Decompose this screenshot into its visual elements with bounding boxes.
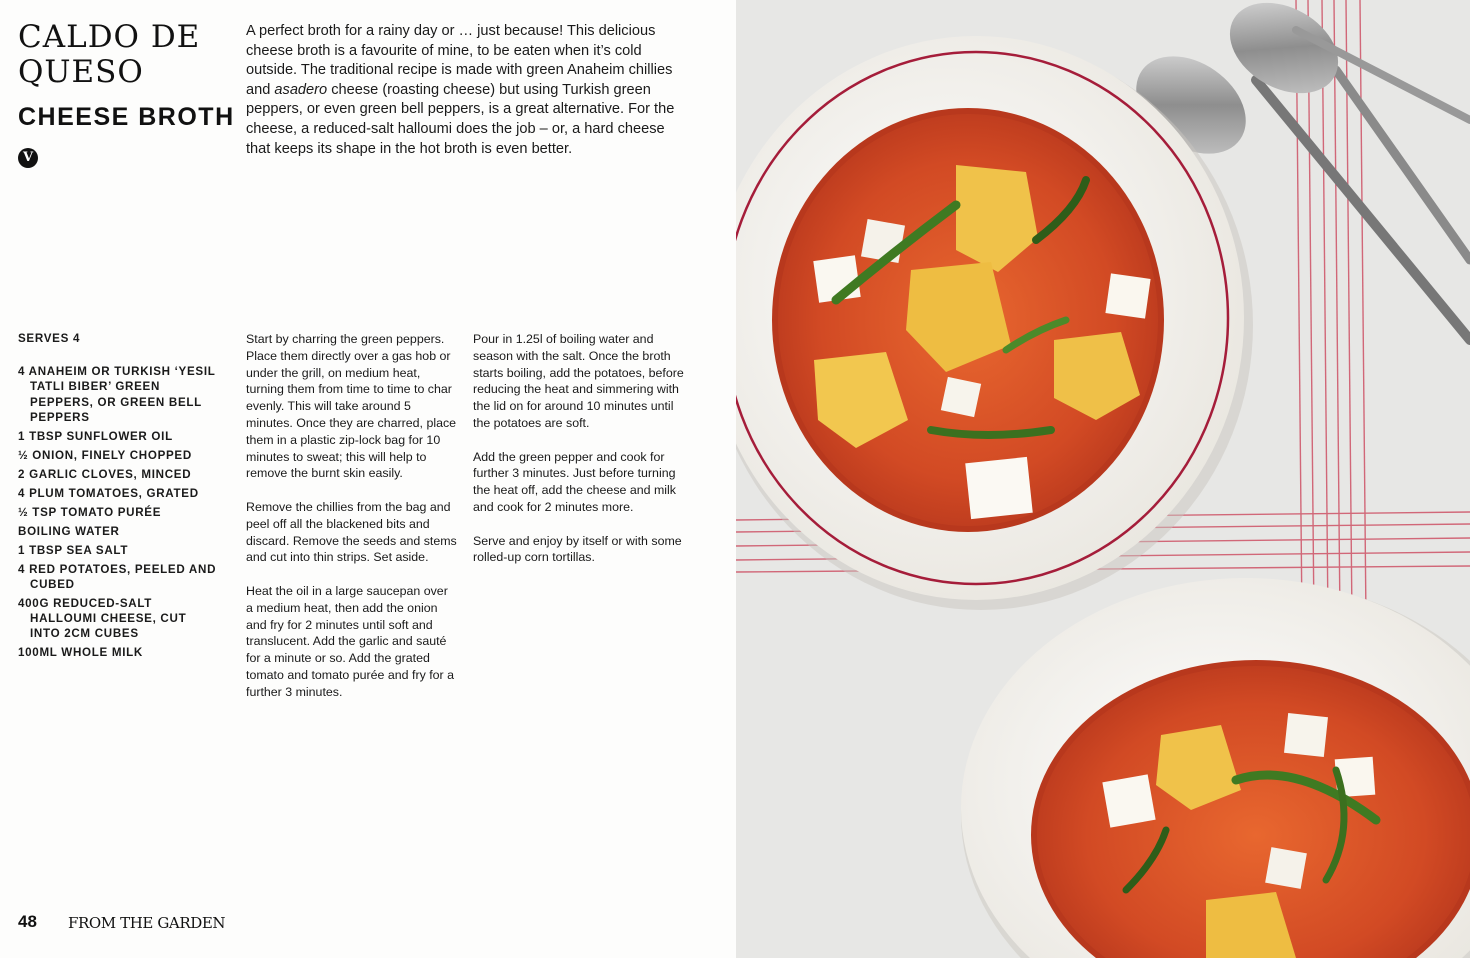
recipe-title-spanish: CALDO DE QUESO	[18, 19, 201, 90]
ingredient-item: ½ ONION, FINELY CHOPPED	[18, 448, 192, 462]
ingredient-item: 1 TBSP SEA SALT	[18, 543, 129, 557]
method-step: Add the green pepper and cook for further 3 minutes. Just before turning the heat off, add the cheese and milk and cook for 2 minutes more.	[473, 449, 676, 514]
ingredient-item: 400G REDUCED-SALT HALLOUMI CHEESE, CUT INTO 2CM CUBES	[18, 597, 187, 641]
ingredient-item: 1 TBSP SUNFLOWER OIL	[18, 429, 173, 443]
ingredient-list	[18, 364, 218, 660]
intro-text-2: cheese (roasting cheese) but using Turkish green peppers, or even green bell peppers, is a great alternative. For the cheese, a reduced-salt halloumi does the job – or, a hard cheese that keeps its shape in the hot broth is even better.	[246, 81, 675, 157]
method-step: Serve and enjoy by itself or with some rolled-up corn tortillas.	[473, 533, 682, 565]
serves-label: SERVES 4	[18, 332, 81, 345]
vegetarian-icon: V	[18, 148, 38, 168]
recipe-title-english: CHEESE BROTH	[18, 103, 235, 131]
method-column-2	[473, 331, 685, 583]
method-column-1	[246, 331, 458, 717]
section-title: FROM THE GARDEN	[68, 914, 226, 932]
recipe-intro	[246, 22, 686, 159]
method-step: Remove the chillies from the bag and peel off all the blackened bits and discard. Remove the seeds and stems and cut into thin strips. Set aside.	[246, 499, 457, 565]
ingredient-item: 4 PLUM TOMATOES, GRATED	[18, 486, 199, 500]
ingredient-item: 4 ANAHEIM OR TURKISH ‘YESIL TATLI BIBER’ GREEN PEPPERS, OR GREEN BELL PEPPERS	[18, 365, 216, 424]
page-number: 48	[18, 912, 37, 931]
method-step: Pour in 1.25l of boiling water and season with the salt. Once the broth starts boiling, add the potatoes, before reducing the heat and simmering with the lid on for around 10 minutes until the potatoes are soft.	[473, 332, 684, 430]
food-photo	[736, 0, 1470, 958]
ingredient-item: ½ TSP TOMATO PURÉE	[18, 505, 162, 519]
soup-bowls-illustration	[736, 0, 1470, 958]
intro-italic: asadero	[274, 81, 328, 98]
ingredient-item: 4 RED POTATOES, PEELED AND CUBED	[18, 562, 217, 592]
ingredient-item: BOILING WATER	[18, 524, 120, 538]
intro-text-1: A perfect broth for a rainy day or … just because! This delicious cheese broth is a favourite of mine, to be eaten when it’s cold outside. The traditional recipe is made with green Anaheim chillies and	[246, 23, 673, 98]
method-step: Start by charring the green peppers. Place them directly over a gas hob or under the grill, on medium heat, turning them from time to time to char evenly. This will take around 5 minutes. Once they are charred, place them in a plastic zip-lock bag for 10 minutes to sweat; this will help to remove the burnt skin easily.	[246, 332, 457, 481]
ingredient-item: 2 GARLIC CLOVES, MINCED	[18, 467, 192, 481]
ingredient-item: 100ML WHOLE MILK	[18, 646, 143, 660]
ingredients-column	[18, 331, 218, 664]
method-step: Heat the oil in a large saucepan over a medium heat, then add the onion and fry for 2 minutes until soft and translucent. Add the garlic and sauté for a minute or so. Add the grated tomato and tomato purée and fry for a further 3 minutes.	[246, 583, 455, 699]
